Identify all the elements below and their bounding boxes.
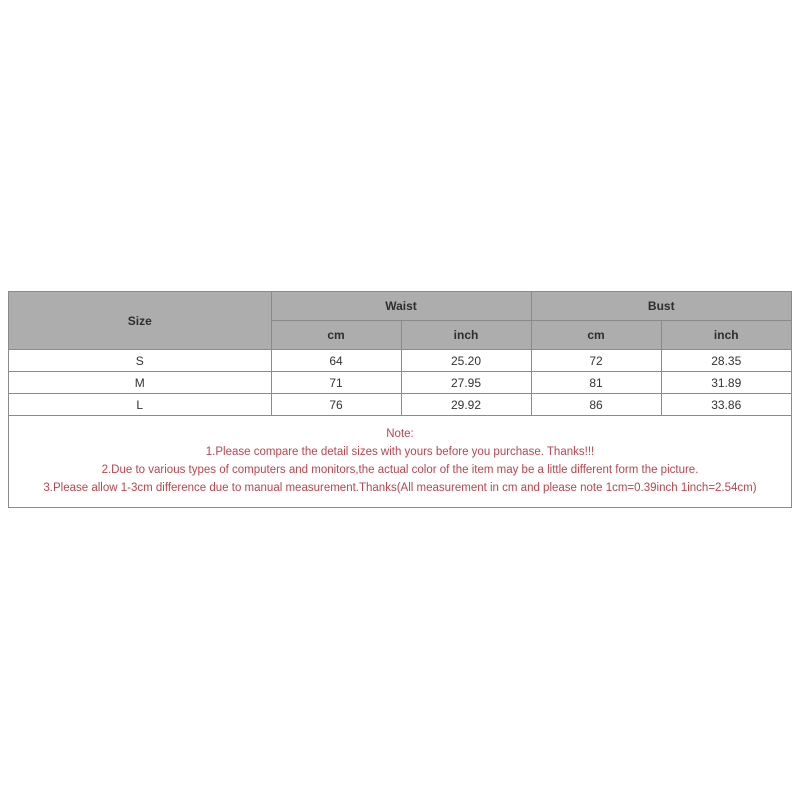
size-chart: [8, 291, 792, 508]
waist-cm-cell: 71: [271, 372, 401, 394]
size-cell: L: [9, 394, 271, 416]
note-line-1: 1.Please compare the detail sizes with yours before you purchase. Thanks!!!: [205, 446, 595, 458]
waist-inch-cell: 25.20: [401, 350, 531, 372]
note-title: Note:: [386, 428, 414, 440]
size-table: [9, 292, 791, 416]
table-row: [9, 372, 791, 394]
bust-inch-cell: 33.86: [661, 394, 791, 416]
bust-cm-cell: 81: [531, 372, 661, 394]
waist-cm-cell: 64: [271, 350, 401, 372]
bust-inch-header: inch: [661, 321, 791, 350]
size-cell: S: [9, 350, 271, 372]
waist-inch-cell: 27.95: [401, 372, 531, 394]
note-line-3: 3.Please allow 1-3cm difference due to manual measurement.Thanks(All measurement in cm and please note 1cm=0.39inch 1inch=2.54cm): [43, 482, 757, 494]
note-line-2: 2.Due to various types of computers and monitors,the actual color of the item may be a little different form the picture.: [101, 464, 699, 476]
waist-cm-cell: 76: [271, 394, 401, 416]
size-header: Size: [9, 292, 271, 350]
bust-cm-cell: 86: [531, 394, 661, 416]
bust-inch-cell: 31.89: [661, 372, 791, 394]
waist-inch-cell: 29.92: [401, 394, 531, 416]
bust-cm-cell: 72: [531, 350, 661, 372]
bust-inch-cell: 28.35: [661, 350, 791, 372]
table-row: [9, 350, 791, 372]
table-row: [9, 394, 791, 416]
bust-header: Bust: [531, 292, 791, 321]
waist-header: Waist: [271, 292, 531, 321]
waist-cm-header: cm: [271, 321, 401, 350]
notes-section: [9, 416, 791, 506]
waist-inch-header: inch: [401, 321, 531, 350]
header-row-groups: [9, 292, 791, 321]
bust-cm-header: cm: [531, 321, 661, 350]
size-cell: M: [9, 372, 271, 394]
